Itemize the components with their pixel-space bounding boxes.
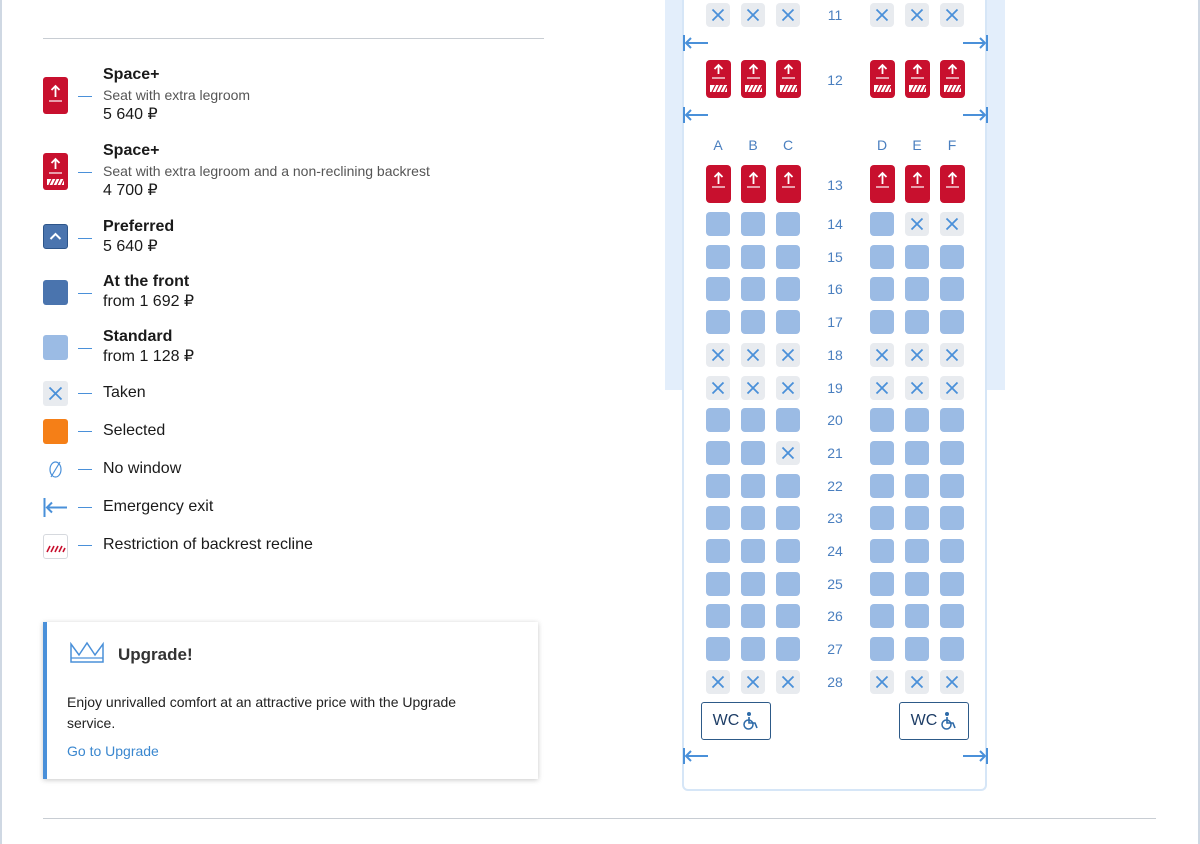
left-wing bbox=[665, 0, 683, 390]
seat-25c[interactable] bbox=[776, 572, 800, 596]
legend-dash bbox=[78, 545, 92, 546]
seat-23c[interactable] bbox=[776, 506, 800, 530]
legend-dash bbox=[78, 172, 92, 173]
legend-space-plus-nr-desc: Seat with extra legroom and a non-reclining backrest bbox=[103, 163, 430, 179]
seat-17e[interactable] bbox=[905, 310, 929, 334]
front-seat-icon bbox=[43, 280, 68, 305]
seat-22d[interactable] bbox=[870, 474, 894, 498]
legend-front-price: from 1 692 ₽ bbox=[103, 293, 195, 310]
seat-21a[interactable] bbox=[706, 441, 730, 465]
emergency-exit-icon bbox=[961, 105, 989, 125]
seat-12c[interactable] bbox=[776, 60, 801, 98]
emergency-exit-icon bbox=[43, 495, 68, 520]
column-letter-d: D bbox=[876, 137, 888, 153]
seat-13c[interactable] bbox=[776, 165, 801, 203]
wc-label: WC bbox=[910, 712, 938, 729]
seat-25e[interactable] bbox=[905, 572, 929, 596]
seat-27e[interactable] bbox=[905, 637, 929, 661]
seat-23f[interactable] bbox=[940, 506, 964, 530]
seat-21d[interactable] bbox=[870, 441, 894, 465]
seat-16b[interactable] bbox=[741, 277, 765, 301]
wheelchair-icon bbox=[741, 711, 759, 731]
legend-space-plus bbox=[43, 64, 251, 123]
legend-dash bbox=[78, 238, 92, 239]
seat-18a bbox=[706, 343, 730, 367]
seat-27f[interactable] bbox=[940, 637, 964, 661]
seat-18e bbox=[905, 343, 929, 367]
seat-12a[interactable] bbox=[706, 60, 731, 98]
seat-22c[interactable] bbox=[776, 474, 800, 498]
seat-20c[interactable] bbox=[776, 408, 800, 432]
seat-15d[interactable] bbox=[870, 245, 894, 269]
seat-17c[interactable] bbox=[776, 310, 800, 334]
seat-17b[interactable] bbox=[741, 310, 765, 334]
row-number-21: 21 bbox=[827, 444, 843, 461]
legend-taken-label: Taken bbox=[103, 384, 146, 401]
row-number-23: 23 bbox=[827, 510, 843, 527]
emergency-exit-icon bbox=[961, 746, 989, 766]
row-number-15: 15 bbox=[827, 248, 843, 265]
row-number-28: 28 bbox=[827, 673, 843, 690]
legend-emergency-exit-label: Emergency exit bbox=[103, 498, 214, 515]
seat-14c[interactable] bbox=[776, 212, 800, 236]
no-window-icon bbox=[43, 457, 68, 482]
space-plus-nr-seat-icon bbox=[43, 153, 68, 190]
seat-19f bbox=[940, 376, 964, 400]
seat-27a[interactable] bbox=[706, 637, 730, 661]
preferred-seat-icon bbox=[43, 224, 68, 249]
seat-24a[interactable] bbox=[706, 539, 730, 563]
column-letter-e: E bbox=[912, 137, 922, 153]
seat-22a[interactable] bbox=[706, 474, 730, 498]
seat-11d bbox=[870, 3, 894, 27]
wc-right bbox=[899, 702, 969, 740]
row-number-16: 16 bbox=[827, 281, 843, 298]
seat-18b bbox=[741, 343, 765, 367]
legend-dash bbox=[78, 293, 92, 294]
seat-20a[interactable] bbox=[706, 408, 730, 432]
seat-11b bbox=[741, 3, 765, 27]
legend-no-window-label: No window bbox=[103, 460, 182, 477]
legend-dash bbox=[78, 393, 92, 394]
wc-left bbox=[701, 702, 771, 740]
seat-26a[interactable] bbox=[706, 604, 730, 628]
seat-12b[interactable] bbox=[741, 60, 766, 98]
seat-26f[interactable] bbox=[940, 604, 964, 628]
seat-12e[interactable] bbox=[905, 60, 930, 98]
seat-11a bbox=[706, 3, 730, 27]
legend-selected-label: Selected bbox=[103, 422, 166, 439]
seat-26b[interactable] bbox=[741, 604, 765, 628]
wc-label: WC bbox=[712, 712, 740, 729]
seat-13e[interactable] bbox=[905, 165, 930, 203]
legend-dash bbox=[78, 348, 92, 349]
seat-27c[interactable] bbox=[776, 637, 800, 661]
row-number-12: 12 bbox=[827, 72, 843, 88]
seat-15f[interactable] bbox=[940, 245, 964, 269]
seat-20d[interactable] bbox=[870, 408, 894, 432]
legend-recline-label: Restriction of backrest recline bbox=[103, 536, 313, 553]
row-number-18: 18 bbox=[827, 346, 843, 363]
seat-16e[interactable] bbox=[905, 277, 929, 301]
seat-17d[interactable] bbox=[870, 310, 894, 334]
legend-space-plus-title: Space+ bbox=[103, 66, 160, 83]
seat-28f bbox=[940, 670, 964, 694]
legend-dash bbox=[78, 431, 92, 432]
seat-12d[interactable] bbox=[870, 60, 895, 98]
seat-16d[interactable] bbox=[870, 277, 894, 301]
cross-icon bbox=[43, 381, 68, 406]
seat-21c bbox=[776, 441, 800, 465]
seat-16c[interactable] bbox=[776, 277, 800, 301]
legend-space-plus-desc: Seat with extra legroom bbox=[103, 87, 251, 103]
seat-20f[interactable] bbox=[940, 408, 964, 432]
legend-preferred-title: Preferred bbox=[103, 218, 175, 235]
arrow-up-icon bbox=[43, 153, 68, 190]
seat-28a bbox=[706, 670, 730, 694]
seat-20b[interactable] bbox=[741, 408, 765, 432]
seat-14f bbox=[940, 212, 964, 236]
crown-icon bbox=[69, 640, 105, 666]
seat-14e bbox=[905, 212, 929, 236]
legend-standard-title: Standard bbox=[103, 328, 173, 345]
legend-dash bbox=[78, 469, 92, 470]
upgrade-body: Enjoy unrivalled comfort at an attractive price with the Upgrade service. bbox=[67, 694, 457, 731]
seat-24b[interactable] bbox=[741, 539, 765, 563]
selected-seat-icon bbox=[43, 419, 68, 444]
seat-11f bbox=[940, 3, 964, 27]
seat-14a[interactable] bbox=[706, 212, 730, 236]
seat-28c bbox=[776, 670, 800, 694]
taken-seat-icon bbox=[43, 381, 68, 406]
seat-19c bbox=[776, 376, 800, 400]
seat-22b[interactable] bbox=[741, 474, 765, 498]
seat-16a[interactable] bbox=[706, 277, 730, 301]
seat-25a[interactable] bbox=[706, 572, 730, 596]
seat-19b bbox=[741, 376, 765, 400]
seat-24e[interactable] bbox=[905, 539, 929, 563]
row-number-26: 26 bbox=[827, 608, 843, 625]
seat-16f[interactable] bbox=[940, 277, 964, 301]
column-letter-c: C bbox=[782, 137, 794, 153]
emergency-exit-icon bbox=[682, 105, 710, 125]
seat-15e[interactable] bbox=[905, 245, 929, 269]
seat-23d[interactable] bbox=[870, 506, 894, 530]
row-number-22: 22 bbox=[827, 477, 843, 494]
column-letter-b: B bbox=[748, 137, 758, 153]
chevron-up-icon bbox=[44, 225, 67, 248]
seat-18c bbox=[776, 343, 800, 367]
upgrade-title: Upgrade! bbox=[118, 645, 193, 664]
legend-preferred-price: 5 640 ₽ bbox=[103, 238, 158, 255]
seat-13a[interactable] bbox=[706, 165, 731, 203]
seat-25b[interactable] bbox=[741, 572, 765, 596]
right-wing bbox=[987, 0, 1005, 390]
legend-standard-price: from 1 128 ₽ bbox=[103, 348, 195, 365]
seat-legend bbox=[0, 0, 560, 600]
seat-24d[interactable] bbox=[870, 539, 894, 563]
row-number-20: 20 bbox=[827, 412, 843, 429]
seat-11e bbox=[905, 3, 929, 27]
seat-28d bbox=[870, 670, 894, 694]
wheelchair-icon bbox=[939, 711, 957, 731]
row-number-17: 17 bbox=[827, 314, 843, 331]
seat-13b[interactable] bbox=[741, 165, 766, 203]
legend-dash bbox=[78, 507, 92, 508]
go-to-upgrade-link[interactable]: Go to Upgrade bbox=[67, 743, 159, 759]
row-number-27: 27 bbox=[827, 641, 843, 658]
seat-18f bbox=[940, 343, 964, 367]
row-number-11: 11 bbox=[827, 7, 843, 23]
legend-space-plus-nr-title: Space+ bbox=[103, 142, 160, 159]
seat-19a bbox=[706, 376, 730, 400]
row-number-24: 24 bbox=[827, 543, 843, 559]
seat-21b[interactable] bbox=[741, 441, 765, 465]
space-plus-seat-icon bbox=[43, 77, 68, 114]
legend-space-plus-nr-price: 4 700 ₽ bbox=[103, 182, 158, 199]
seat-18d bbox=[870, 343, 894, 367]
seat-24c[interactable] bbox=[776, 539, 800, 563]
legend-standard bbox=[43, 326, 195, 365]
legend-front bbox=[43, 271, 195, 310]
emergency-exit-icon bbox=[961, 33, 989, 53]
recline-restriction-icon bbox=[43, 534, 68, 559]
bottom-divider bbox=[43, 818, 1156, 819]
row-number-19: 19 bbox=[827, 379, 843, 396]
seat-22f[interactable] bbox=[940, 474, 964, 498]
seat-13f[interactable] bbox=[940, 165, 965, 203]
seat-20e[interactable] bbox=[905, 408, 929, 432]
seat-19d bbox=[870, 376, 894, 400]
seat-17f[interactable] bbox=[940, 310, 964, 334]
seat-25d[interactable] bbox=[870, 572, 894, 596]
seat-15c[interactable] bbox=[776, 245, 800, 269]
arrow-up-icon bbox=[43, 77, 68, 114]
seat-26c[interactable] bbox=[776, 604, 800, 628]
seat-17a[interactable] bbox=[706, 310, 730, 334]
seat-23a[interactable] bbox=[706, 506, 730, 530]
seat-19e bbox=[905, 376, 929, 400]
seat-21f[interactable] bbox=[940, 441, 964, 465]
emergency-exit-icon bbox=[682, 746, 710, 766]
emergency-exit-icon bbox=[682, 33, 710, 53]
standard-seat-icon bbox=[43, 335, 68, 360]
seat-26e[interactable] bbox=[905, 604, 929, 628]
seat-22e[interactable] bbox=[905, 474, 929, 498]
seat-14d[interactable] bbox=[870, 212, 894, 236]
seat-28b bbox=[741, 670, 765, 694]
seat-27d[interactable] bbox=[870, 637, 894, 661]
legend-taken bbox=[43, 381, 146, 406]
seat-25f[interactable] bbox=[940, 572, 964, 596]
column-letter-a: A bbox=[713, 137, 723, 153]
seat-15b[interactable] bbox=[741, 245, 765, 269]
seat-12f[interactable] bbox=[940, 60, 965, 98]
upgrade-card bbox=[43, 622, 538, 779]
legend-space-plus-price: 5 640 ₽ bbox=[103, 106, 158, 123]
seat-23b[interactable] bbox=[741, 506, 765, 530]
row-number-25: 25 bbox=[827, 575, 843, 592]
row-number-13: 13 bbox=[827, 177, 843, 193]
seat-21e[interactable] bbox=[905, 441, 929, 465]
seat-23e[interactable] bbox=[905, 506, 929, 530]
legend-space-plus-non-reclining bbox=[43, 140, 430, 199]
legend-selected bbox=[43, 419, 166, 444]
seat-11c bbox=[776, 3, 800, 27]
seat-27b[interactable] bbox=[741, 637, 765, 661]
legend-front-title: At the front bbox=[103, 273, 190, 290]
seat-13d[interactable] bbox=[870, 165, 895, 203]
seat-24f[interactable] bbox=[940, 539, 964, 563]
seat-26d[interactable] bbox=[870, 604, 894, 628]
legend-dash bbox=[78, 96, 92, 97]
seat-28e bbox=[905, 670, 929, 694]
row-number-14: 14 bbox=[827, 216, 843, 232]
column-letter-f: F bbox=[947, 137, 957, 153]
legend-preferred bbox=[43, 216, 175, 255]
seat-15a[interactable] bbox=[706, 245, 730, 269]
seat-14b[interactable] bbox=[741, 212, 765, 236]
